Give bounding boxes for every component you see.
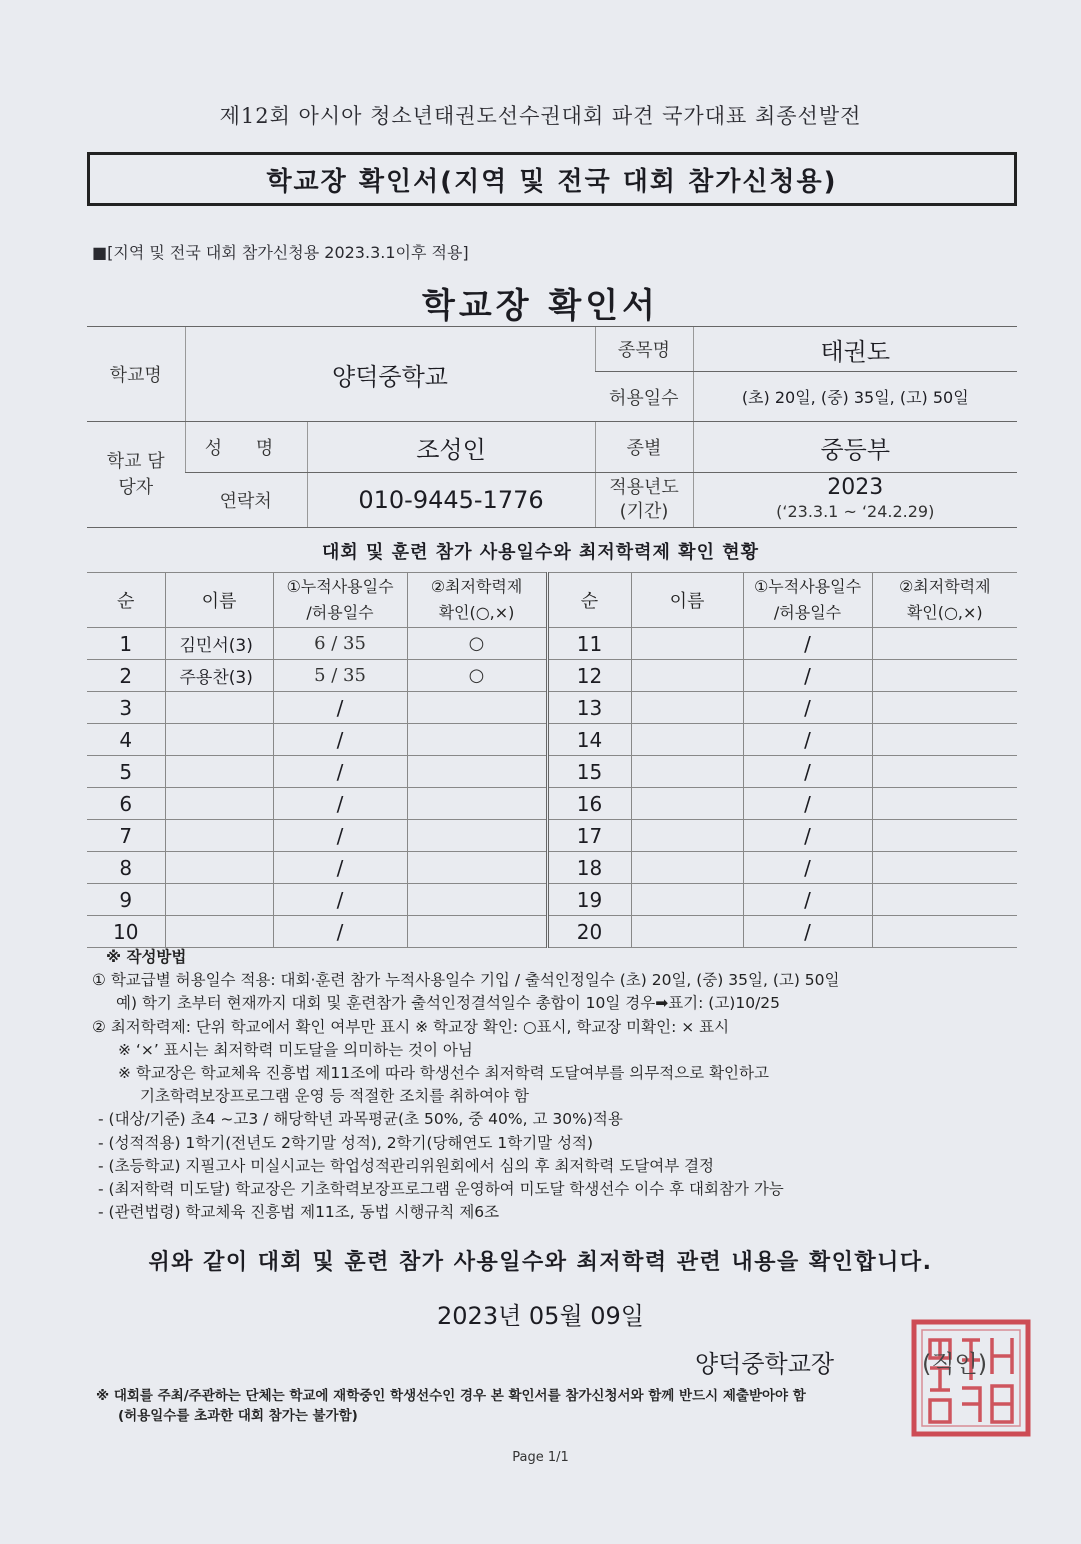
- student-name: [631, 628, 743, 660]
- col-header-days-l2: /허용일수: [306, 603, 374, 622]
- row-number: 13: [547, 692, 631, 724]
- col-header-days-l1: ①누적사용일수: [286, 577, 394, 596]
- table-header-row: [87, 573, 1017, 628]
- min-academic-check: [407, 788, 547, 820]
- apply-year-period: (‘23.3.1 ~ ‘24.2.29): [776, 502, 935, 521]
- student-name: [165, 724, 273, 756]
- min-academic-check: [872, 692, 1017, 724]
- note-heading: ※ 작성방법: [106, 948, 187, 966]
- used-days: /: [743, 916, 872, 948]
- student-name: [165, 788, 273, 820]
- manager-name-label: 성 명: [185, 422, 307, 473]
- sport-label: 종목명: [595, 327, 693, 372]
- student-name: [631, 916, 743, 948]
- manager-name-value: 조성인: [307, 422, 595, 473]
- student-name: [631, 756, 743, 788]
- note-item: - (최저학력 미도달) 학교장은 기초학력보장프로그램 운영하여 미도달 학생선수 이수 후 대회참가 가능: [98, 1180, 784, 1199]
- student-name: [631, 884, 743, 916]
- used-days: /: [743, 884, 872, 916]
- school-name-label: 학교명: [87, 327, 185, 422]
- note-item: ※ ‘×’ 표시는 최저학력 미도달을 의미하는 것이 아님: [118, 1040, 473, 1059]
- used-days: /: [743, 820, 872, 852]
- row-number: 1: [87, 628, 165, 660]
- student-name: [631, 692, 743, 724]
- min-academic-check: [407, 884, 547, 916]
- row-number: 8: [87, 852, 165, 884]
- used-days: /: [273, 916, 407, 948]
- confirmation-statement: 위와 같이 대회 및 훈련 참가 사용일수와 최저학력 관련 내용을 확인합니다.: [148, 1250, 933, 1275]
- min-academic-check: [407, 756, 547, 788]
- used-days: /: [743, 692, 872, 724]
- apply-year-label-sub: (기간): [619, 501, 669, 522]
- min-academic-check: [872, 756, 1017, 788]
- row-number: 18: [547, 852, 631, 884]
- used-days: /: [273, 788, 407, 820]
- page-number: Page 1/1: [512, 1450, 569, 1465]
- table-row: [87, 660, 1017, 692]
- row-number: 7: [87, 820, 165, 852]
- used-days: /: [273, 724, 407, 756]
- col-header-days-2-l2: /허용일수: [773, 603, 842, 622]
- table-row: [87, 692, 1017, 724]
- note-item: 기초학력보장프로그램 운영 등 적절한 조치를 취하여야 함: [140, 1087, 529, 1106]
- apply-year-label-text: 적용년도: [609, 477, 679, 498]
- table-row: [87, 852, 1017, 884]
- min-academic-check: [872, 916, 1017, 948]
- col-header-check-2-l2: 확인(○,×): [906, 603, 983, 622]
- row-number: 5: [87, 756, 165, 788]
- used-days: /: [743, 852, 872, 884]
- col-header-check: [407, 573, 547, 628]
- section-title: 대회 및 훈련 참가 사용일수와 최저학력제 확인 현황: [321, 542, 759, 563]
- sport-value: 태권도: [693, 327, 1017, 372]
- note-item: - (성적적용) 1학기(전년도 2학기말 성적), 2학기(당해연도 1학기말 성적): [98, 1133, 594, 1152]
- table-row: [87, 884, 1017, 916]
- apply-year-label: [595, 473, 693, 528]
- student-name: 주용찬(3): [165, 660, 273, 692]
- min-academic-check: [872, 820, 1017, 852]
- student-name: [631, 820, 743, 852]
- min-academic-check: [407, 724, 547, 756]
- note-item: - (대상/기준) 초4 ~고3 / 해당학년 과목평균(초 50%, 중 40%, 고 30%)적용: [98, 1110, 623, 1129]
- row-number: 11: [547, 628, 631, 660]
- used-days: /: [273, 692, 407, 724]
- used-days: /: [273, 756, 407, 788]
- student-name: [631, 788, 743, 820]
- used-days: /: [743, 724, 872, 756]
- table-row: [87, 916, 1017, 948]
- main-title: 학교장 확인서: [422, 286, 659, 326]
- min-academic-check: [872, 724, 1017, 756]
- event-title: 제12회 아시아 청소년태권도선수권대회 파견 국가대표 최종선발전: [219, 104, 862, 128]
- contact-value: 010-9445-1776: [307, 473, 595, 528]
- used-days: /: [273, 820, 407, 852]
- used-days: /: [273, 884, 407, 916]
- allowed-days-value: (초) 20일, (중) 35일, (고) 50일: [693, 372, 1017, 422]
- row-number: 6: [87, 788, 165, 820]
- note-item: - (초등학교) 지필고사 미실시교는 학업성적관리위원회에서 심의 후 최저학력 도달여부 결정: [98, 1156, 715, 1175]
- table-row: [87, 788, 1017, 820]
- min-academic-check: [407, 692, 547, 724]
- used-days: /: [743, 756, 872, 788]
- issue-date: 2023년 05월 09일: [437, 1302, 644, 1330]
- student-name: [165, 692, 273, 724]
- student-name: [165, 884, 273, 916]
- col-header-days-2: [743, 573, 872, 628]
- row-number: 14: [547, 724, 631, 756]
- student-name: [165, 820, 273, 852]
- used-days: /: [743, 788, 872, 820]
- min-academic-check: [872, 884, 1017, 916]
- row-number: 17: [547, 820, 631, 852]
- row-number: 9: [87, 884, 165, 916]
- school-info-table: [87, 326, 1017, 528]
- division-value: 중등부: [693, 422, 1017, 473]
- min-academic-check: [872, 788, 1017, 820]
- table-row: [87, 820, 1017, 852]
- col-header-no: 순: [87, 573, 165, 628]
- min-academic-check: ○: [407, 660, 547, 692]
- col-header-name-2: 이름: [631, 573, 743, 628]
- row-number: 4: [87, 724, 165, 756]
- table-body: [87, 628, 1017, 948]
- col-header-days: [273, 573, 407, 628]
- used-days: /: [743, 660, 872, 692]
- student-name: [165, 852, 273, 884]
- apply-year-value: 2023: [827, 475, 884, 500]
- note-item: ※ 학교장은 학교체육 진흥법 제11조에 따라 학생선수 최저학력 도달여부를 의무적으로 확인하고: [118, 1064, 769, 1083]
- col-header-days-2-l1: ①누적사용일수: [753, 577, 862, 596]
- student-name: [631, 852, 743, 884]
- row-number: 2: [87, 660, 165, 692]
- min-academic-check: [407, 916, 547, 948]
- applicability-note: ■[지역 및 전국 대회 참가신청용 2023.3.1이후 적용]: [92, 243, 469, 262]
- row-number: 10: [87, 916, 165, 948]
- min-academic-check: [872, 660, 1017, 692]
- division-label: 종별: [595, 422, 693, 473]
- table-row: [87, 628, 1017, 660]
- footnote-submission: ※ 대회를 주최/주관하는 단체는 학교에 재학중인 학생선수인 경우 본 확인서를 참가신청서와 함께 반드시 제출받아야 함: [96, 1388, 806, 1404]
- note-item: - (관련법령) 학교체육 진흥법 제11조, 동법 시행규칙 제6조: [98, 1203, 500, 1222]
- col-header-check-2: [872, 573, 1017, 628]
- note-item: ① 학교급별 허용일수 적용: 대회·훈련 참가 누적사용일수 기입 / 출석인정일수 (초) 20일, (중) 35일, (고) 50일: [92, 971, 840, 990]
- col-header-check-l1: ②최저학력제: [430, 577, 523, 596]
- table-row: [87, 756, 1017, 788]
- participation-table: [87, 572, 1017, 948]
- min-academic-check: [872, 628, 1017, 660]
- row-number: 12: [547, 660, 631, 692]
- used-days: /: [273, 852, 407, 884]
- principal-signature: 양덕중학교장: [695, 1350, 835, 1378]
- row-number: 16: [547, 788, 631, 820]
- allowed-days-label: 허용일수: [595, 372, 693, 422]
- col-header-check-2-l1: ②최저학력제: [898, 577, 991, 596]
- student-name: 김민서(3): [165, 628, 273, 660]
- apply-year-cell: [693, 473, 1017, 528]
- col-header-check-l2: 확인(○,×): [438, 603, 515, 622]
- document-title-box: 학교장 확인서(지역 및 전국 대회 참가신청용): [87, 152, 1017, 206]
- min-academic-check: [407, 820, 547, 852]
- note-item: ② 최저학력제: 단위 학교에서 확인 여부만 표시 ※ 학교장 확인: ○표시, 학교장 미확인: × 표시: [92, 1017, 730, 1036]
- row-number: 3: [87, 692, 165, 724]
- row-number: 19: [547, 884, 631, 916]
- student-name: [165, 916, 273, 948]
- min-academic-check: [872, 852, 1017, 884]
- footnote-limit: (허용일수를 초과한 대회 참가는 불가함): [118, 1408, 358, 1424]
- used-days: 6 / 35: [273, 628, 407, 660]
- min-academic-check: ○: [407, 628, 547, 660]
- table-row: [87, 724, 1017, 756]
- row-number: 20: [547, 916, 631, 948]
- writing-instructions: [92, 946, 1012, 1224]
- school-name-value: 양덕중학교: [185, 327, 595, 422]
- contact-label: 연락처: [185, 473, 307, 528]
- student-name: [631, 724, 743, 756]
- student-name: [165, 756, 273, 788]
- school-manager-label: 학교 담당자: [87, 422, 185, 528]
- used-days: 5 / 35: [273, 660, 407, 692]
- row-number: 15: [547, 756, 631, 788]
- col-header-no-2: 순: [547, 573, 631, 628]
- col-header-name: 이름: [165, 573, 273, 628]
- note-item: 예) 학기 초부터 현재까지 대회 및 훈련참가 출석인정결석일수 총합이 10일 경우➡표기: (고)10/25: [116, 994, 781, 1013]
- min-academic-check: [407, 852, 547, 884]
- student-name: [631, 660, 743, 692]
- used-days: /: [743, 628, 872, 660]
- seal-mark-label: (직인): [922, 1350, 988, 1378]
